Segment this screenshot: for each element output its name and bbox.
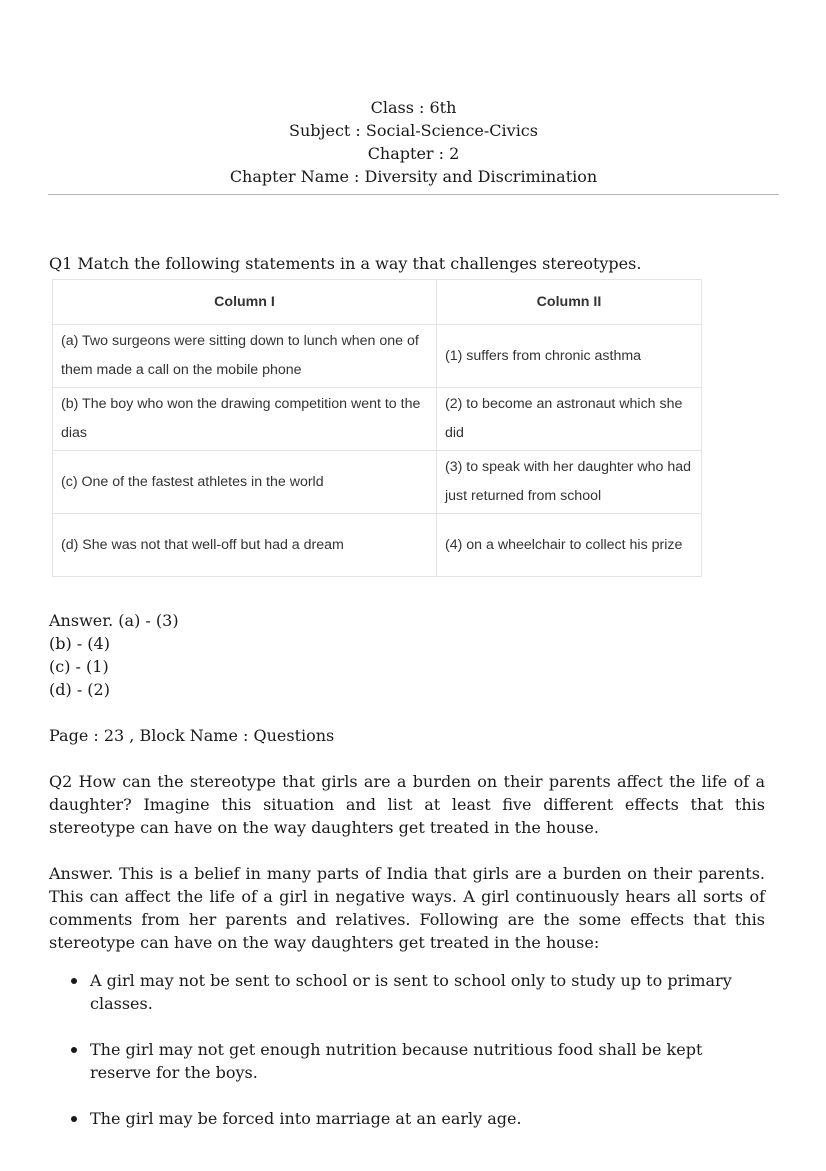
q1-answer-line: Answer. (a) - (3): [49, 611, 179, 630]
q1-answer-line: (c) - (1): [49, 657, 109, 676]
table-cell: (2) to become an astronaut which she did: [437, 388, 702, 451]
list-item-text: The girl may not get enough nutrition because nutritious food shall be kept reserve for the boys.: [90, 1040, 703, 1082]
table-cell: (d) She was not that well-off but had a dream: [53, 514, 437, 577]
chapter-line: Chapter : 2: [367, 144, 460, 163]
list-item-text: The girl may be forced into marriage at an early age.: [90, 1109, 522, 1128]
bullet-icon: [71, 1047, 77, 1053]
chapter-name-line: Chapter Name : Diversity and Discrimination: [229, 167, 598, 186]
table-cell: (1) suffers from chronic asthma: [437, 325, 702, 388]
subject-line: Subject : Social-Science-Civics: [289, 121, 538, 140]
header-divider: [48, 194, 779, 195]
table-row: [53, 388, 702, 451]
page-block-reference: Page : 23 , Block Name : Questions: [49, 726, 335, 745]
column-1-header: Column I: [53, 280, 437, 325]
match-table: [52, 279, 702, 577]
class-line: Class : 6th: [370, 98, 457, 117]
table-cell: (a) Two surgeons were sitting down to lunch when one of them made a call on the mobile phone: [53, 325, 437, 388]
q1-answer-line: (b) - (4): [49, 634, 110, 653]
table-cell: (4) on a wheelchair to collect his prize: [437, 514, 702, 577]
bullet-icon: [71, 1116, 77, 1122]
table-row: [53, 325, 702, 388]
q2-question: Q2 How can the stereotype that girls are a burden on their parents affect the life of a daughter? Imagine this situation and list at least five different effects that this stereotype can have on the way daughters get treated in the house.: [49, 772, 765, 837]
bullet-icon: [71, 978, 77, 984]
list-item-text: A girl may not be sent to school or is sent to school only to study up to primary classes.: [90, 971, 732, 1013]
table-row: [53, 514, 702, 577]
table-cell: (3) to speak with her daughter who had just returned from school: [437, 451, 702, 514]
effects-list: [49, 969, 765, 1153]
list-item: [49, 969, 765, 1015]
q1-question: Q1 Match the following statements in a way that challenges stereotypes.: [49, 254, 642, 273]
table-row: [53, 451, 702, 514]
q1-answer-line: (d) - (2): [49, 680, 110, 699]
list-item: [49, 1038, 765, 1084]
q2-answer: Answer. This is a belief in many parts of India that girls are a burden on their parents. This can affect the life of a girl in negative ways. A girl continuously hears all sorts of comments from her parents and relatives. Following are the some effects that this stereotype can have on the way daughters get treated in the house:: [49, 864, 765, 952]
table-header-row: [53, 280, 702, 325]
document-header: [48, 96, 779, 188]
table-cell: (b) The boy who won the drawing competition went to the dias: [53, 388, 437, 451]
list-item: [49, 1107, 765, 1130]
table-cell: (c) One of the fastest athletes in the world: [53, 451, 437, 514]
column-2-header: Column II: [437, 280, 702, 325]
